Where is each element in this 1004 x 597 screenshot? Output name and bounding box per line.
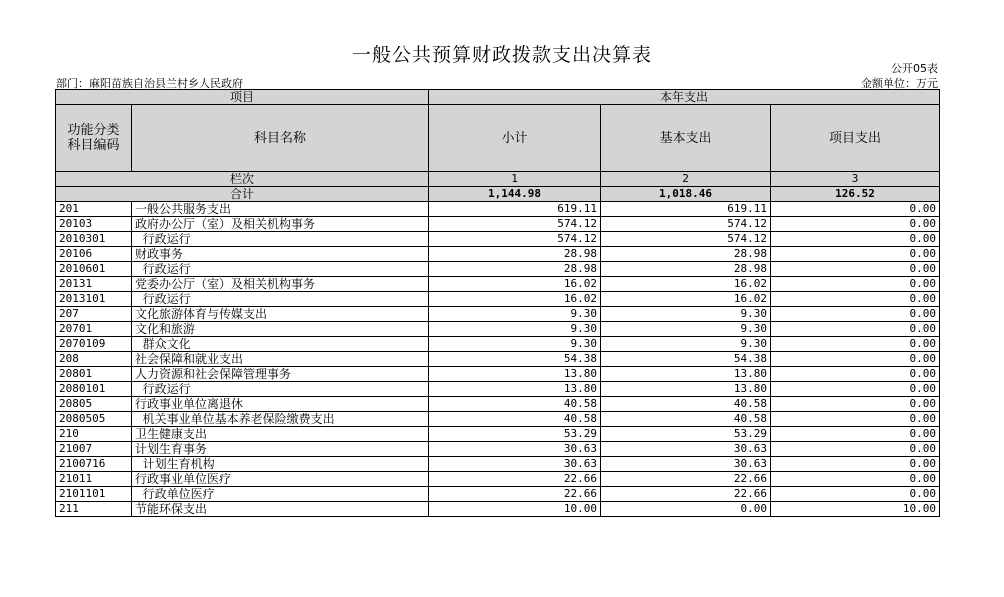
- row-name: 群众文化: [132, 337, 429, 352]
- table-row: [56, 472, 940, 487]
- row-name: 卫生健康支出: [132, 427, 429, 442]
- header-code: 功能分类 科目编码: [56, 105, 132, 172]
- table-row: [56, 247, 940, 262]
- row-code: 20103: [56, 217, 132, 232]
- row-name: 财政事务: [132, 247, 429, 262]
- row-project: 0.00: [771, 472, 940, 487]
- row-subtotal: 22.66: [429, 472, 601, 487]
- row-basic: 9.30: [601, 307, 771, 322]
- row-project: 0.00: [771, 412, 940, 427]
- row-basic: 9.30: [601, 322, 771, 337]
- row-code: 2070109: [56, 337, 132, 352]
- row-name: 行政运行: [132, 292, 429, 307]
- row-code: 20805: [56, 397, 132, 412]
- row-subtotal: 22.66: [429, 487, 601, 502]
- table-row: [56, 457, 940, 472]
- table-row: [56, 337, 940, 352]
- row-subtotal: 10.00: [429, 502, 601, 517]
- row-name: 行政运行: [132, 382, 429, 397]
- row-basic: 40.58: [601, 412, 771, 427]
- row-subtotal: 54.38: [429, 352, 601, 367]
- table-row: [56, 487, 940, 502]
- row-subtotal: 28.98: [429, 262, 601, 277]
- row-code: 21007: [56, 442, 132, 457]
- row-project: 0.00: [771, 427, 940, 442]
- header-name: 科目名称: [132, 105, 429, 172]
- table-row: [56, 277, 940, 292]
- row-project: 0.00: [771, 457, 940, 472]
- total-basic: 1,018.46: [601, 187, 771, 202]
- row-project: 0.00: [771, 382, 940, 397]
- table-row: [56, 217, 940, 232]
- row-subtotal: 9.30: [429, 322, 601, 337]
- row-code: 2013101: [56, 292, 132, 307]
- header-current-group: 本年支出: [429, 90, 940, 105]
- row-code: 20106: [56, 247, 132, 262]
- row-code: 2101101: [56, 487, 132, 502]
- row-code: 2010601: [56, 262, 132, 277]
- row-project: 0.00: [771, 232, 940, 247]
- row-basic: 40.58: [601, 397, 771, 412]
- row-index-label: 栏次: [56, 172, 429, 187]
- row-subtotal: 574.12: [429, 232, 601, 247]
- table-row: [56, 502, 940, 517]
- header-project: 项目支出: [771, 105, 940, 172]
- row-subtotal: 40.58: [429, 412, 601, 427]
- row-project: 0.00: [771, 247, 940, 262]
- row-basic: 53.29: [601, 427, 771, 442]
- row-code: 21011: [56, 472, 132, 487]
- row-code: 2100716: [56, 457, 132, 472]
- row-subtotal: 28.98: [429, 247, 601, 262]
- row-subtotal: 30.63: [429, 457, 601, 472]
- row-code: 208: [56, 352, 132, 367]
- row-project: 0.00: [771, 397, 940, 412]
- row-project: 0.00: [771, 367, 940, 382]
- row-project: 0.00: [771, 442, 940, 457]
- row-name: 文化旅游体育与传媒支出: [132, 307, 429, 322]
- row-project: 0.00: [771, 352, 940, 367]
- row-basic: 30.63: [601, 442, 771, 457]
- row-project: 0.00: [771, 277, 940, 292]
- row-name: 行政单位医疗: [132, 487, 429, 502]
- row-code: 20131: [56, 277, 132, 292]
- row-name: 行政运行: [132, 262, 429, 277]
- row-project: 0.00: [771, 307, 940, 322]
- row-subtotal: 619.11: [429, 202, 601, 217]
- table-row: [56, 232, 940, 247]
- row-project: 0.00: [771, 202, 940, 217]
- table-row: [56, 202, 940, 217]
- row-code: 210: [56, 427, 132, 442]
- table-row: [56, 352, 940, 367]
- row-basic: 30.63: [601, 457, 771, 472]
- row-project: 0.00: [771, 322, 940, 337]
- row-subtotal: 40.58: [429, 397, 601, 412]
- row-basic: 13.80: [601, 367, 771, 382]
- table-row: [56, 292, 940, 307]
- row-name: 节能环保支出: [132, 502, 429, 517]
- table-row: [56, 427, 940, 442]
- form-code: 公开05表: [891, 62, 938, 75]
- row-name: 行政事业单位医疗: [132, 472, 429, 487]
- total-label: 合计: [56, 187, 429, 202]
- row-subtotal: 53.29: [429, 427, 601, 442]
- row-basic: 22.66: [601, 472, 771, 487]
- table-row: [56, 307, 940, 322]
- table-row: [56, 262, 940, 277]
- header-basic: 基本支出: [601, 105, 771, 172]
- row-subtotal: 13.80: [429, 382, 601, 397]
- row-basic: 16.02: [601, 292, 771, 307]
- row-code: 2080101: [56, 382, 132, 397]
- row-name: 政府办公厅（室）及相关机构事务: [132, 217, 429, 232]
- row-subtotal: 9.30: [429, 307, 601, 322]
- row-code: 20701: [56, 322, 132, 337]
- row-basic: 54.38: [601, 352, 771, 367]
- table-row: [56, 397, 940, 412]
- row-basic: 16.02: [601, 277, 771, 292]
- total-row: [56, 187, 940, 202]
- total-project: 126.52: [771, 187, 940, 202]
- row-name: 党委办公厅（室）及相关机构事务: [132, 277, 429, 292]
- header-item-group: 项目: [56, 90, 429, 105]
- row-project: 0.00: [771, 262, 940, 277]
- col-number-1: 1: [429, 172, 601, 187]
- row-subtotal: 16.02: [429, 277, 601, 292]
- row-project: 0.00: [771, 217, 940, 232]
- row-subtotal: 16.02: [429, 292, 601, 307]
- row-code: 2010301: [56, 232, 132, 247]
- row-code: 207: [56, 307, 132, 322]
- row-name: 一般公共服务支出: [132, 202, 429, 217]
- row-name: 行政事业单位离退休: [132, 397, 429, 412]
- total-subtotal: 1,144.98: [429, 187, 601, 202]
- row-name: 计划生育事务: [132, 442, 429, 457]
- row-basic: 0.00: [601, 502, 771, 517]
- table-row: [56, 367, 940, 382]
- row-subtotal: 13.80: [429, 367, 601, 382]
- row-code: 211: [56, 502, 132, 517]
- row-basic: 28.98: [601, 247, 771, 262]
- row-name: 文化和旅游: [132, 322, 429, 337]
- row-project: 0.00: [771, 292, 940, 307]
- row-name: 机关事业单位基本养老保险缴费支出: [132, 412, 429, 427]
- row-basic: 9.30: [601, 337, 771, 352]
- row-subtotal: 574.12: [429, 217, 601, 232]
- row-basic: 22.66: [601, 487, 771, 502]
- row-name: 人力资源和社会保障管理事务: [132, 367, 429, 382]
- unit-label: 金额单位：万元: [861, 77, 938, 90]
- col-number-2: 2: [601, 172, 771, 187]
- expenditure-table: [55, 89, 940, 517]
- row-code: 20801: [56, 367, 132, 382]
- row-name: 计划生育机构: [132, 457, 429, 472]
- row-code: 2080505: [56, 412, 132, 427]
- report-title: 一般公共预算财政拨款支出决算表: [351, 44, 652, 66]
- table-row: [56, 412, 940, 427]
- header-subtotal: 小计: [429, 105, 601, 172]
- table-row: [56, 442, 940, 457]
- row-subtotal: 9.30: [429, 337, 601, 352]
- table-row: [56, 322, 940, 337]
- row-project: 0.00: [771, 487, 940, 502]
- row-basic: 574.12: [601, 217, 771, 232]
- row-basic: 28.98: [601, 262, 771, 277]
- department-label: 部门：麻阳苗族自治县兰村乡人民政府: [56, 77, 243, 90]
- row-project: 0.00: [771, 337, 940, 352]
- col-number-3: 3: [771, 172, 940, 187]
- row-project: 10.00: [771, 502, 940, 517]
- table-row: [56, 382, 940, 397]
- row-name: 社会保障和就业支出: [132, 352, 429, 367]
- row-name: 行政运行: [132, 232, 429, 247]
- row-basic: 619.11: [601, 202, 771, 217]
- row-basic: 574.12: [601, 232, 771, 247]
- row-basic: 13.80: [601, 382, 771, 397]
- row-code: 201: [56, 202, 132, 217]
- row-subtotal: 30.63: [429, 442, 601, 457]
